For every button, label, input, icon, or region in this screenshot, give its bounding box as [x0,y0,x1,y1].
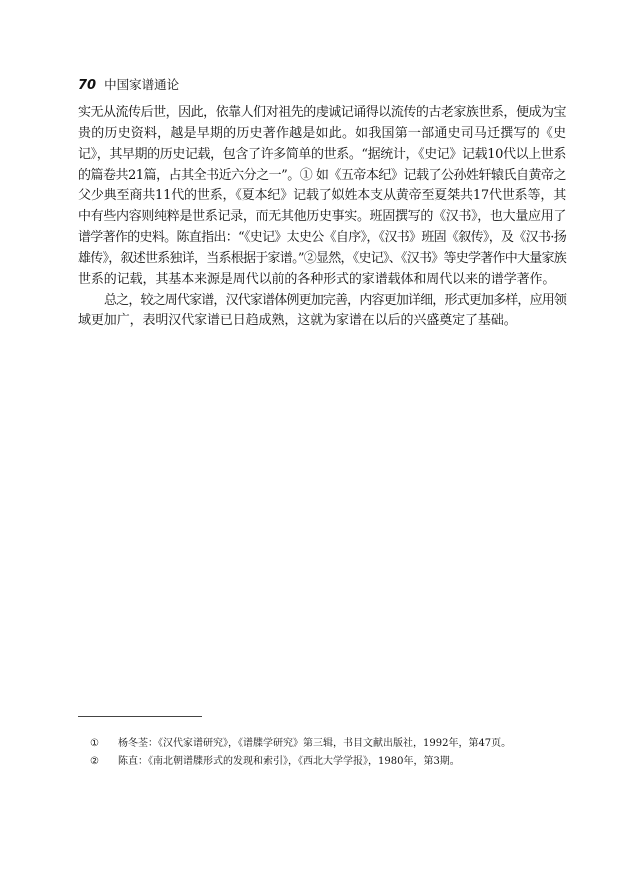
text-line: 谱学著作的史料。陈直指出：“《史记》太史公《自序》，《汉书》班固《叙传》，及《汉书·扬 [78,230,566,246]
text-line: 雄传》，叙述世系独详，当系根据于家谱。”②显然，《史记》、《汉书》等史学著作中大量家族 [78,250,566,266]
footnote-text: 陈直：《南北朝谱牒形式的发现和索引》，《西北大学学报》，1980年，第3期。 [118,756,460,767]
footnote-marker: ① [90,738,99,749]
footnote-marker: ② [90,756,99,767]
text-line: 实无从流传后世，因此，依靠人们对祖先的虔诚记诵得以流传的古老家族世系，便成为宝 [78,105,566,120]
footnote-divider [78,716,202,717]
body-text [78,103,566,332]
text-line: 域更加广，表明汉代家谱已日趋成熟，这就为家谱在以后的兴盛奠定了基础。 [78,313,517,329]
text-line: 记》，其早期的历史记载，包含了许多简单的世系。“据统计，《史记》记载10代以上世系 [78,146,566,162]
footnote-2 [90,753,570,771]
footnote-text: 杨冬荃：《汉代家谱研究》，《谱牒学研究》第三辑，书目文献出版社，1992年，第47页。 [118,738,512,749]
paragraph-2 [78,291,566,333]
text-line: 总之，较之周代家谱，汉代家谱体例更加完善，内容更加详细，形式更加多样，应用领 [104,292,566,308]
text-line: 父少典至商共11代的世系，《夏本纪》记载了姒姓本支从黄帝至夏桀共17代世系等，其 [78,188,566,204]
footnote-1 [90,735,570,753]
text-line: 世系的记载，其基本来源是周代以前的各种形式的家谱载体和周代以来的谱学著作。 [78,271,556,287]
footnotes [90,735,570,771]
running-header [78,75,179,93]
text-line: 中有些内容则纯粹是世系记录，而无其他历史事实。班固撰写的《汉书》，也大量应用了 [78,209,566,225]
text-line: 的篇卷共21篇，占其全书近六分之一”。① 如《五帝本纪》记载了公孙姓轩辕氏自黄帝之 [78,167,566,183]
text-line: 贵的历史资料，越是早期的历史著作越是如此。如我国第一部通史司马迁撰写的《史 [78,125,566,141]
page-number: 70 [78,78,97,93]
paragraph-1 [78,103,566,291]
book-title: 中国家谱通论 [104,77,180,92]
